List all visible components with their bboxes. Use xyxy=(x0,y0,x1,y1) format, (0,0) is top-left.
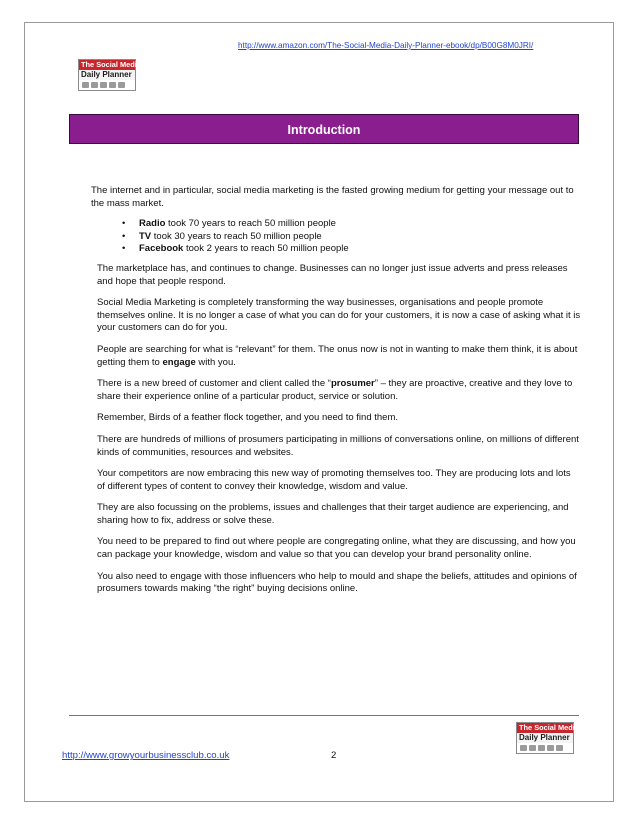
paragraph-text: with you. xyxy=(195,356,236,368)
logo-line2: Daily Planner xyxy=(79,70,135,80)
header-logo xyxy=(78,59,141,91)
paragraph: You also need to engage with those influencers who help to mould and shape the beliefs, attitudes and opinions of prosumers towards making “the right” buying decisions online. xyxy=(97,570,577,595)
paragraph: Your competitors are now embracing this new way of promoting themselves too. They are producing lots and lots of different types of content to convey their knowledge, wisdom and value. xyxy=(97,468,571,492)
list-item xyxy=(122,218,581,231)
logo-line1: The Social Media xyxy=(519,723,579,732)
list-item-bold: Radio xyxy=(139,218,166,230)
social-icon xyxy=(529,745,536,751)
section-title: Introduction xyxy=(287,123,361,137)
social-icon xyxy=(91,82,98,88)
paragraph: They are also focussing on the problems, issues and challenges that their target audience are experiencing, and sharing how to fix, address or solve these. xyxy=(97,502,569,526)
paragraph: Remember, Birds of a feather flock together, and you need to find them. xyxy=(97,412,399,424)
stats-list xyxy=(91,218,581,256)
social-icon xyxy=(556,745,563,751)
social-icon xyxy=(82,82,89,88)
list-item xyxy=(122,231,581,244)
logo-social-icons xyxy=(79,80,135,90)
list-item xyxy=(122,243,581,256)
social-icon xyxy=(547,745,554,751)
paragraph-bold: prosumer xyxy=(330,378,375,390)
bullet-icon: • xyxy=(122,243,126,255)
intro-paragraph: The internet and in particular, social media marketing is the fasted growing medium for getting your message out to the mass market. xyxy=(91,185,574,209)
list-item-text: took 30 years to reach 50 million people xyxy=(151,230,322,242)
logo-social-icons xyxy=(517,743,573,753)
bullet-icon: • xyxy=(122,218,126,230)
paragraph: Social Media Marketing is completely transforming the way businesses, organisations and people promote themselves online. It is no longer a case of what you can do for your customers, it is now a case of asking what it is your customers can do for you. xyxy=(97,297,581,334)
paragraph-bold: engage xyxy=(162,356,196,368)
social-icon xyxy=(520,745,527,751)
paragraph: The marketplace has, and continues to change. Businesses can no longer just issue adverts and press releases and hope that people respond. xyxy=(97,262,568,287)
social-icon xyxy=(109,82,116,88)
logo-line2: Daily Planner xyxy=(517,733,573,743)
bullet-icon: • xyxy=(122,230,126,242)
list-item-bold: Facebook xyxy=(139,243,184,255)
paragraph xyxy=(97,344,581,369)
footer-divider xyxy=(69,715,579,716)
list-item-bold: TV xyxy=(139,230,152,242)
footer-logo xyxy=(516,722,579,754)
paragraph: You need to be prepared to find out where people are congregating online, what they are discussing, and how you can package your knowledge, wisdom and value so that you can develop your brand personality online. xyxy=(97,536,576,561)
list-item-text: took 70 years to reach 50 million people xyxy=(165,218,336,230)
section-banner xyxy=(69,114,579,144)
page-number: 2 xyxy=(331,750,337,761)
list-item-text: took 2 years to reach 50 million people xyxy=(183,243,349,255)
social-icon xyxy=(100,82,107,88)
paragraph-text: There is a new breed of customer and client called the “ xyxy=(97,378,331,390)
paragraph: There are hundreds of millions of prosumers participating in millions of conversations online, on millions of different kinds of communities, resources and websites. xyxy=(97,433,579,458)
social-icon xyxy=(538,745,545,751)
paragraph xyxy=(97,378,581,403)
body-content xyxy=(91,185,581,605)
header-amazon-link[interactable]: http://www.amazon.com/The-Social-Media-Daily-Planner-ebook/dp/B00G8M0JRI/ xyxy=(238,41,534,50)
paragraph-text: ” – they are proactive, creative and they love to share their experience online of a particular product, service or solution. xyxy=(97,378,573,402)
social-icon xyxy=(118,82,125,88)
paragraph-text: People are searching for what is “relevant” for them. The onus now is not in wanting to make them think, it is about getting them to xyxy=(97,343,578,368)
logo-line1: The Social Media xyxy=(81,60,141,69)
footer-website-link[interactable]: http://www.growyourbusinessclub.co.uk xyxy=(62,750,230,761)
